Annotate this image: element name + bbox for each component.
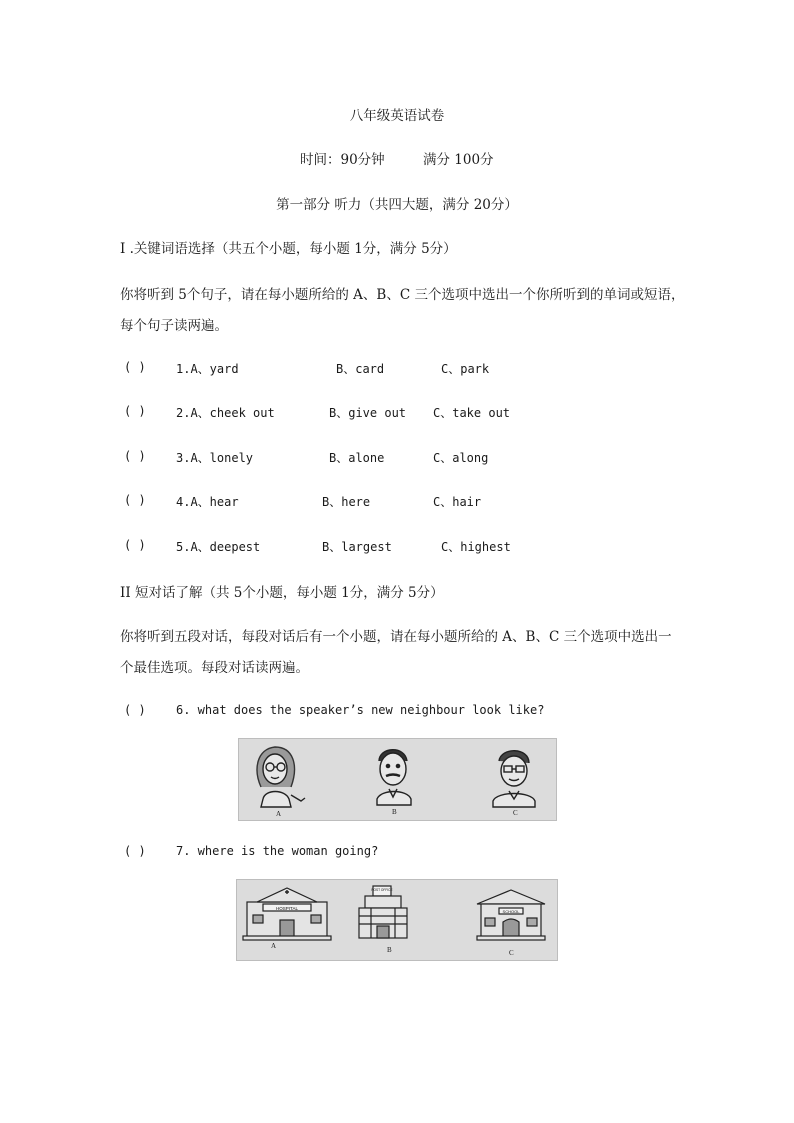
option-c: C、park [441,362,490,376]
section1-instruction-line2: 每个句子读两遍。 [120,318,228,334]
school-building-icon [477,890,545,940]
answer-bracket[interactable]: ( ) [124,449,146,463]
option-c: C、along [433,451,489,465]
post-office-sign: POST OFFICE [371,888,393,892]
option-label: B [392,808,397,816]
option-b: B、here [322,495,371,509]
option-a: 3.A、lonely [176,451,254,465]
hospital-sign: HOSPITAL [276,906,298,911]
option-label: C [513,809,518,817]
option-label: B [387,946,392,954]
question-6-picture [238,738,557,821]
exam-time: 时间：90分钟 [300,152,385,168]
hospital-building-icon [243,888,331,940]
option-label: A [271,942,277,950]
post-office-building-icon [359,886,407,938]
option-c: C、take out [433,406,511,420]
answer-bracket[interactable]: ( ) [124,538,146,552]
option-a: 4.A、hear [176,495,239,509]
answer-bracket[interactable]: ( ) [124,844,146,858]
school-sign: SCHOOL [502,909,520,914]
section1-heading: I .关键词语选择（共五个小题，每小题 1分，满分 5分） [120,241,457,257]
section1-instruction-line1: 你将听到 5个句子，请在每小题所给的 A、B、C 三个选项中选出一个你所听到的单词或短语， [120,287,685,303]
option-label: A [276,810,282,818]
option-b: B、alone [329,451,385,465]
section2-instruction-line2: 个最佳选项。每段对话读两遍。 [120,660,309,676]
man-with-moustache-icon [377,750,411,805]
man-with-glasses-icon [493,751,535,807]
exam-score: 满分 100分 [423,152,494,168]
question-7-text: 7. where is the woman going? [176,844,379,858]
option-a: 2.A、cheek out [176,406,275,420]
option-b: B、largest [322,540,392,554]
option-label: C [509,949,514,957]
question-7-picture [236,879,558,961]
question-6-text: 6. what does the speaker’s new neighbour look like? [176,703,545,717]
section2-instruction-line1: 你将听到五段对话，每段对话后有一个小题，请在每小题所给的 A、B、C 三个选项中选出一 [120,629,672,645]
answer-bracket[interactable]: ( ) [124,493,146,507]
option-c: C、highest [441,540,511,554]
woman-with-glasses-icon [257,747,305,807]
option-b: B、give out [329,406,407,420]
option-a: 1.A、yard [176,362,239,376]
option-b: B、card [336,362,385,376]
option-c: C、hair [433,495,482,509]
answer-bracket[interactable]: ( ) [124,360,146,374]
section2-heading: II 短对话了解（共 5个小题，每小题 1分，满分 5分） [120,585,444,601]
answer-bracket[interactable]: ( ) [124,703,146,717]
part-title: 第一部分 听力（共四大题，满分 20分） [276,197,518,213]
exam-title: 八年级英语试卷 [349,108,445,124]
option-a: 5.A、deepest [176,540,261,554]
answer-bracket[interactable]: ( ) [124,404,146,418]
